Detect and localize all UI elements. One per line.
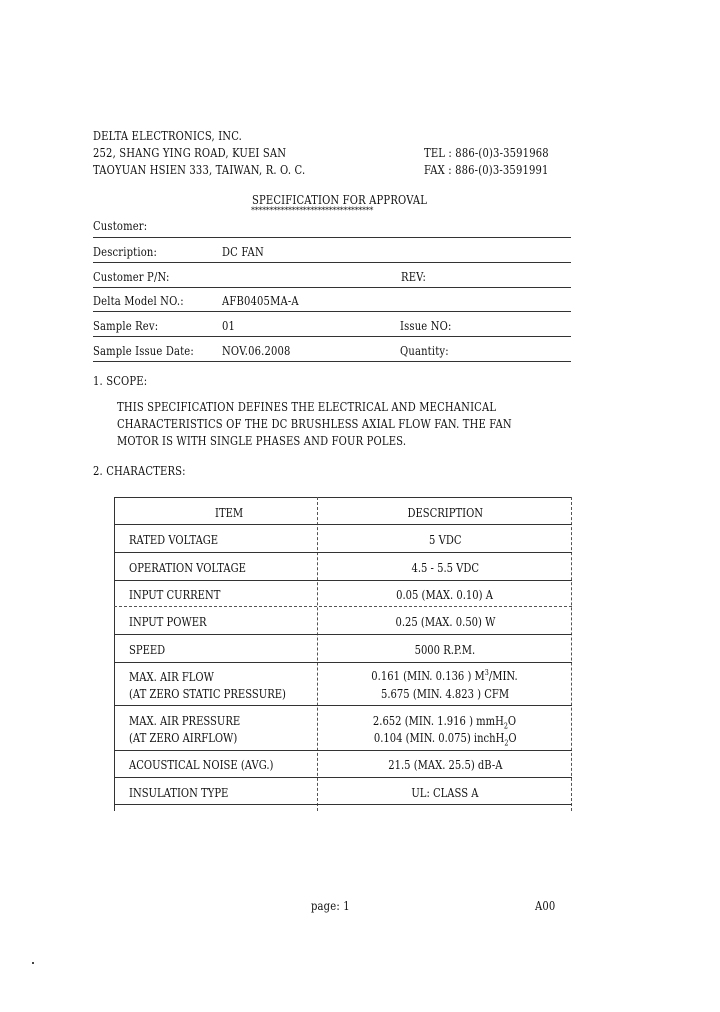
row-item: OPERATION VOLTAGE <box>129 560 246 575</box>
sample-rev-label: Sample Rev: <box>93 318 159 333</box>
row-item: INPUT POWER <box>129 614 207 629</box>
description-label: Description: <box>93 244 158 259</box>
table-border-top <box>114 497 572 498</box>
row-divider <box>114 662 572 663</box>
row-divider <box>114 804 572 805</box>
row-divider <box>114 634 572 635</box>
page-number: page: 1 <box>311 898 350 913</box>
row-divider <box>114 750 572 751</box>
row-desc: 5000 R.P.M. <box>414 642 476 657</box>
company-address-line1: 252, SHANG YING ROAD, KUEI SAN <box>93 145 287 160</box>
row-divider <box>114 552 572 553</box>
row-desc: 0.25 (MAX. 0.50) W <box>395 614 495 629</box>
customer-pn-label: Customer P/N: <box>93 269 170 284</box>
description-value: DC FAN <box>222 244 264 259</box>
rev-label: REV: <box>401 269 427 284</box>
row-item: MAX. AIR FLOW <box>129 669 214 684</box>
row-desc: 21.5 (MAX. 25.5) dB-A <box>387 757 503 772</box>
row-desc: 0.05 (MAX. 0.10) A <box>396 587 494 602</box>
scope-line: MOTOR IS WITH SINGLE PHASES AND FOUR POLES. <box>117 433 407 448</box>
document-title: SPECIFICATION FOR APPROVAL <box>252 192 428 207</box>
scope-heading: 1. SCOPE: <box>93 373 148 388</box>
sample-issue-date-value: NOV.06.2008 <box>222 343 291 358</box>
scope-line: THIS SPECIFICATION DEFINES THE ELECTRICAL AND MECHANICAL <box>117 399 497 414</box>
row-desc-line2: 0.104 (MIN. 0.075) inchH$_2$O <box>373 730 517 748</box>
row-item: SPEED <box>129 642 166 657</box>
divider <box>93 287 571 288</box>
sample-issue-date-label: Sample Issue Date: <box>93 343 194 358</box>
issue-no-label: Issue NO: <box>400 318 452 333</box>
row-item: MAX. AIR PRESSURE <box>129 713 241 728</box>
divider <box>93 361 571 362</box>
row-desc: 4.5 - 5.5 VDC <box>411 560 479 575</box>
revision-code: A00 <box>535 898 556 913</box>
row-item: INSULATION TYPE <box>129 785 229 800</box>
table-header-description: DESCRIPTION <box>407 505 483 520</box>
divider <box>93 237 571 238</box>
row-desc: UL: CLASS A <box>411 785 479 800</box>
table-border-left <box>114 497 115 811</box>
divider <box>93 262 571 263</box>
row-desc: 0.161 (MIN. 0.136 ) $M^3$/MIN. <box>371 668 519 684</box>
scan-speck <box>32 962 34 964</box>
title-stars: ********************************* <box>251 206 374 215</box>
row-item: RATED VOLTAGE <box>129 532 219 547</box>
row-divider <box>114 524 572 525</box>
row-item: INPUT CURRENT <box>129 587 221 602</box>
scope-line: CHARACTERISTICS OF THE DC BRUSHLESS AXIAL FLOW FAN. THE FAN <box>117 416 512 431</box>
table-header-item: ITEM <box>215 505 244 520</box>
company-fax: FAX : 886-(0)3-3591991 <box>424 162 549 177</box>
row-divider <box>114 606 572 607</box>
company-tel: TEL : 886-(0)3-3591968 <box>424 145 549 160</box>
row-desc-line2: 5.675 (MIN. 4.823 ) CFM <box>380 686 510 701</box>
customer-label: Customer: <box>93 218 148 233</box>
divider <box>93 336 571 337</box>
row-divider <box>114 777 572 778</box>
quantity-label: Quantity: <box>400 343 449 358</box>
model-value: AFB0405MA-A <box>222 293 299 308</box>
sample-rev-value: 01 <box>222 318 236 333</box>
row-item: ACOUSTICAL NOISE (AVG.) <box>129 757 274 772</box>
row-desc: 5 VDC <box>428 532 462 547</box>
characters-heading: 2. CHARACTERS: <box>93 463 186 478</box>
row-item-line2: (AT ZERO AIRFLOW) <box>129 730 238 745</box>
divider <box>93 311 571 312</box>
company-address-line2: TAOYUAN HSIEN 333, TAIWAN, R. O. C. <box>93 162 306 177</box>
row-item-line2: (AT ZERO STATIC PRESSURE) <box>129 686 286 701</box>
row-divider <box>114 705 572 706</box>
row-divider <box>114 580 572 581</box>
row-desc: 2.652 (MIN. 1.916 ) mmH$_2$O <box>373 713 517 731</box>
company-name: DELTA ELECTRONICS, INC. <box>93 128 243 143</box>
model-label: Delta Model NO.: <box>93 293 184 308</box>
